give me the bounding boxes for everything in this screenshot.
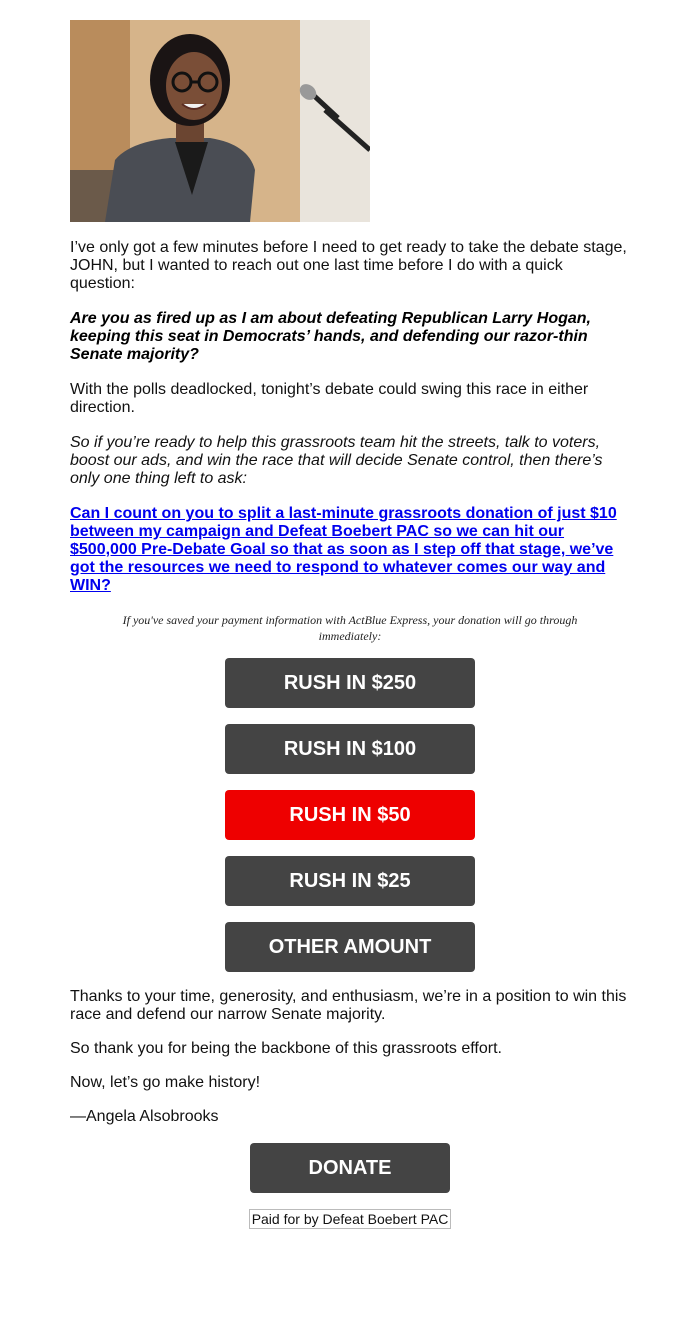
intro-text: I’ve only got a few minutes before I need to get ready to take the debate stage, JOHN, but I wanted to reach out one last time before I do with a quick question: bbox=[70, 239, 627, 292]
rush-100-button[interactable]: RUSH IN $100 bbox=[225, 724, 475, 774]
ready-text: So if you’re ready to help this grassroots team hit the streets, talk to voters, boost our ads, and win the race that will decide Senate control, then there’s only one thing left to ask: bbox=[70, 434, 603, 487]
ask-paragraph bbox=[70, 505, 630, 595]
question-text: Are you as fired up as I am about defeating Republican Larry Hogan, keeping this seat in Democrats’ hands, and defending our razor-thin Senate majority? bbox=[70, 310, 591, 363]
paid-for-disclaimer: Paid for by Defeat Boebert PAC bbox=[249, 1209, 452, 1229]
email-body bbox=[70, 20, 630, 1229]
closing-section bbox=[70, 988, 630, 1126]
candidate-photo bbox=[70, 20, 370, 222]
rush-50-button[interactable]: RUSH IN $50 bbox=[225, 790, 475, 840]
rush-250-button[interactable]: RUSH IN $250 bbox=[225, 658, 475, 708]
polls-text: With the polls deadlocked, tonight’s debate could swing this race in either direction. bbox=[70, 381, 589, 416]
history-text: Now, let’s go make history! bbox=[70, 1074, 261, 1091]
donation-buttons bbox=[70, 658, 630, 972]
rush-25-button[interactable]: RUSH IN $25 bbox=[225, 856, 475, 906]
backbone-text: So thank you for being the backbone of this grassroots effort. bbox=[70, 1040, 502, 1057]
thanks-text: Thanks to your time, generosity, and enthusiasm, we’re in a position to win this race and defend our narrow Senate majority. bbox=[70, 988, 627, 1023]
donate-button[interactable]: DONATE bbox=[250, 1143, 450, 1193]
actblue-express-note: If you've saved your payment information with ActBlue Express, your donation will go through immediately: bbox=[122, 613, 578, 643]
other-amount-button[interactable]: OTHER AMOUNT bbox=[225, 922, 475, 972]
donation-ask-link[interactable]: Can I count on you to split a last-minute grassroots donation of just $10 between my campaign and Defeat Boebert PAC so we can hit our $500,000 Pre-Debate Goal so that as soon as I step off that stage, we’ve got the resources we need to respond to whatever comes our way and WIN? bbox=[70, 505, 617, 594]
signature: —Angela Alsobrooks bbox=[70, 1108, 219, 1125]
